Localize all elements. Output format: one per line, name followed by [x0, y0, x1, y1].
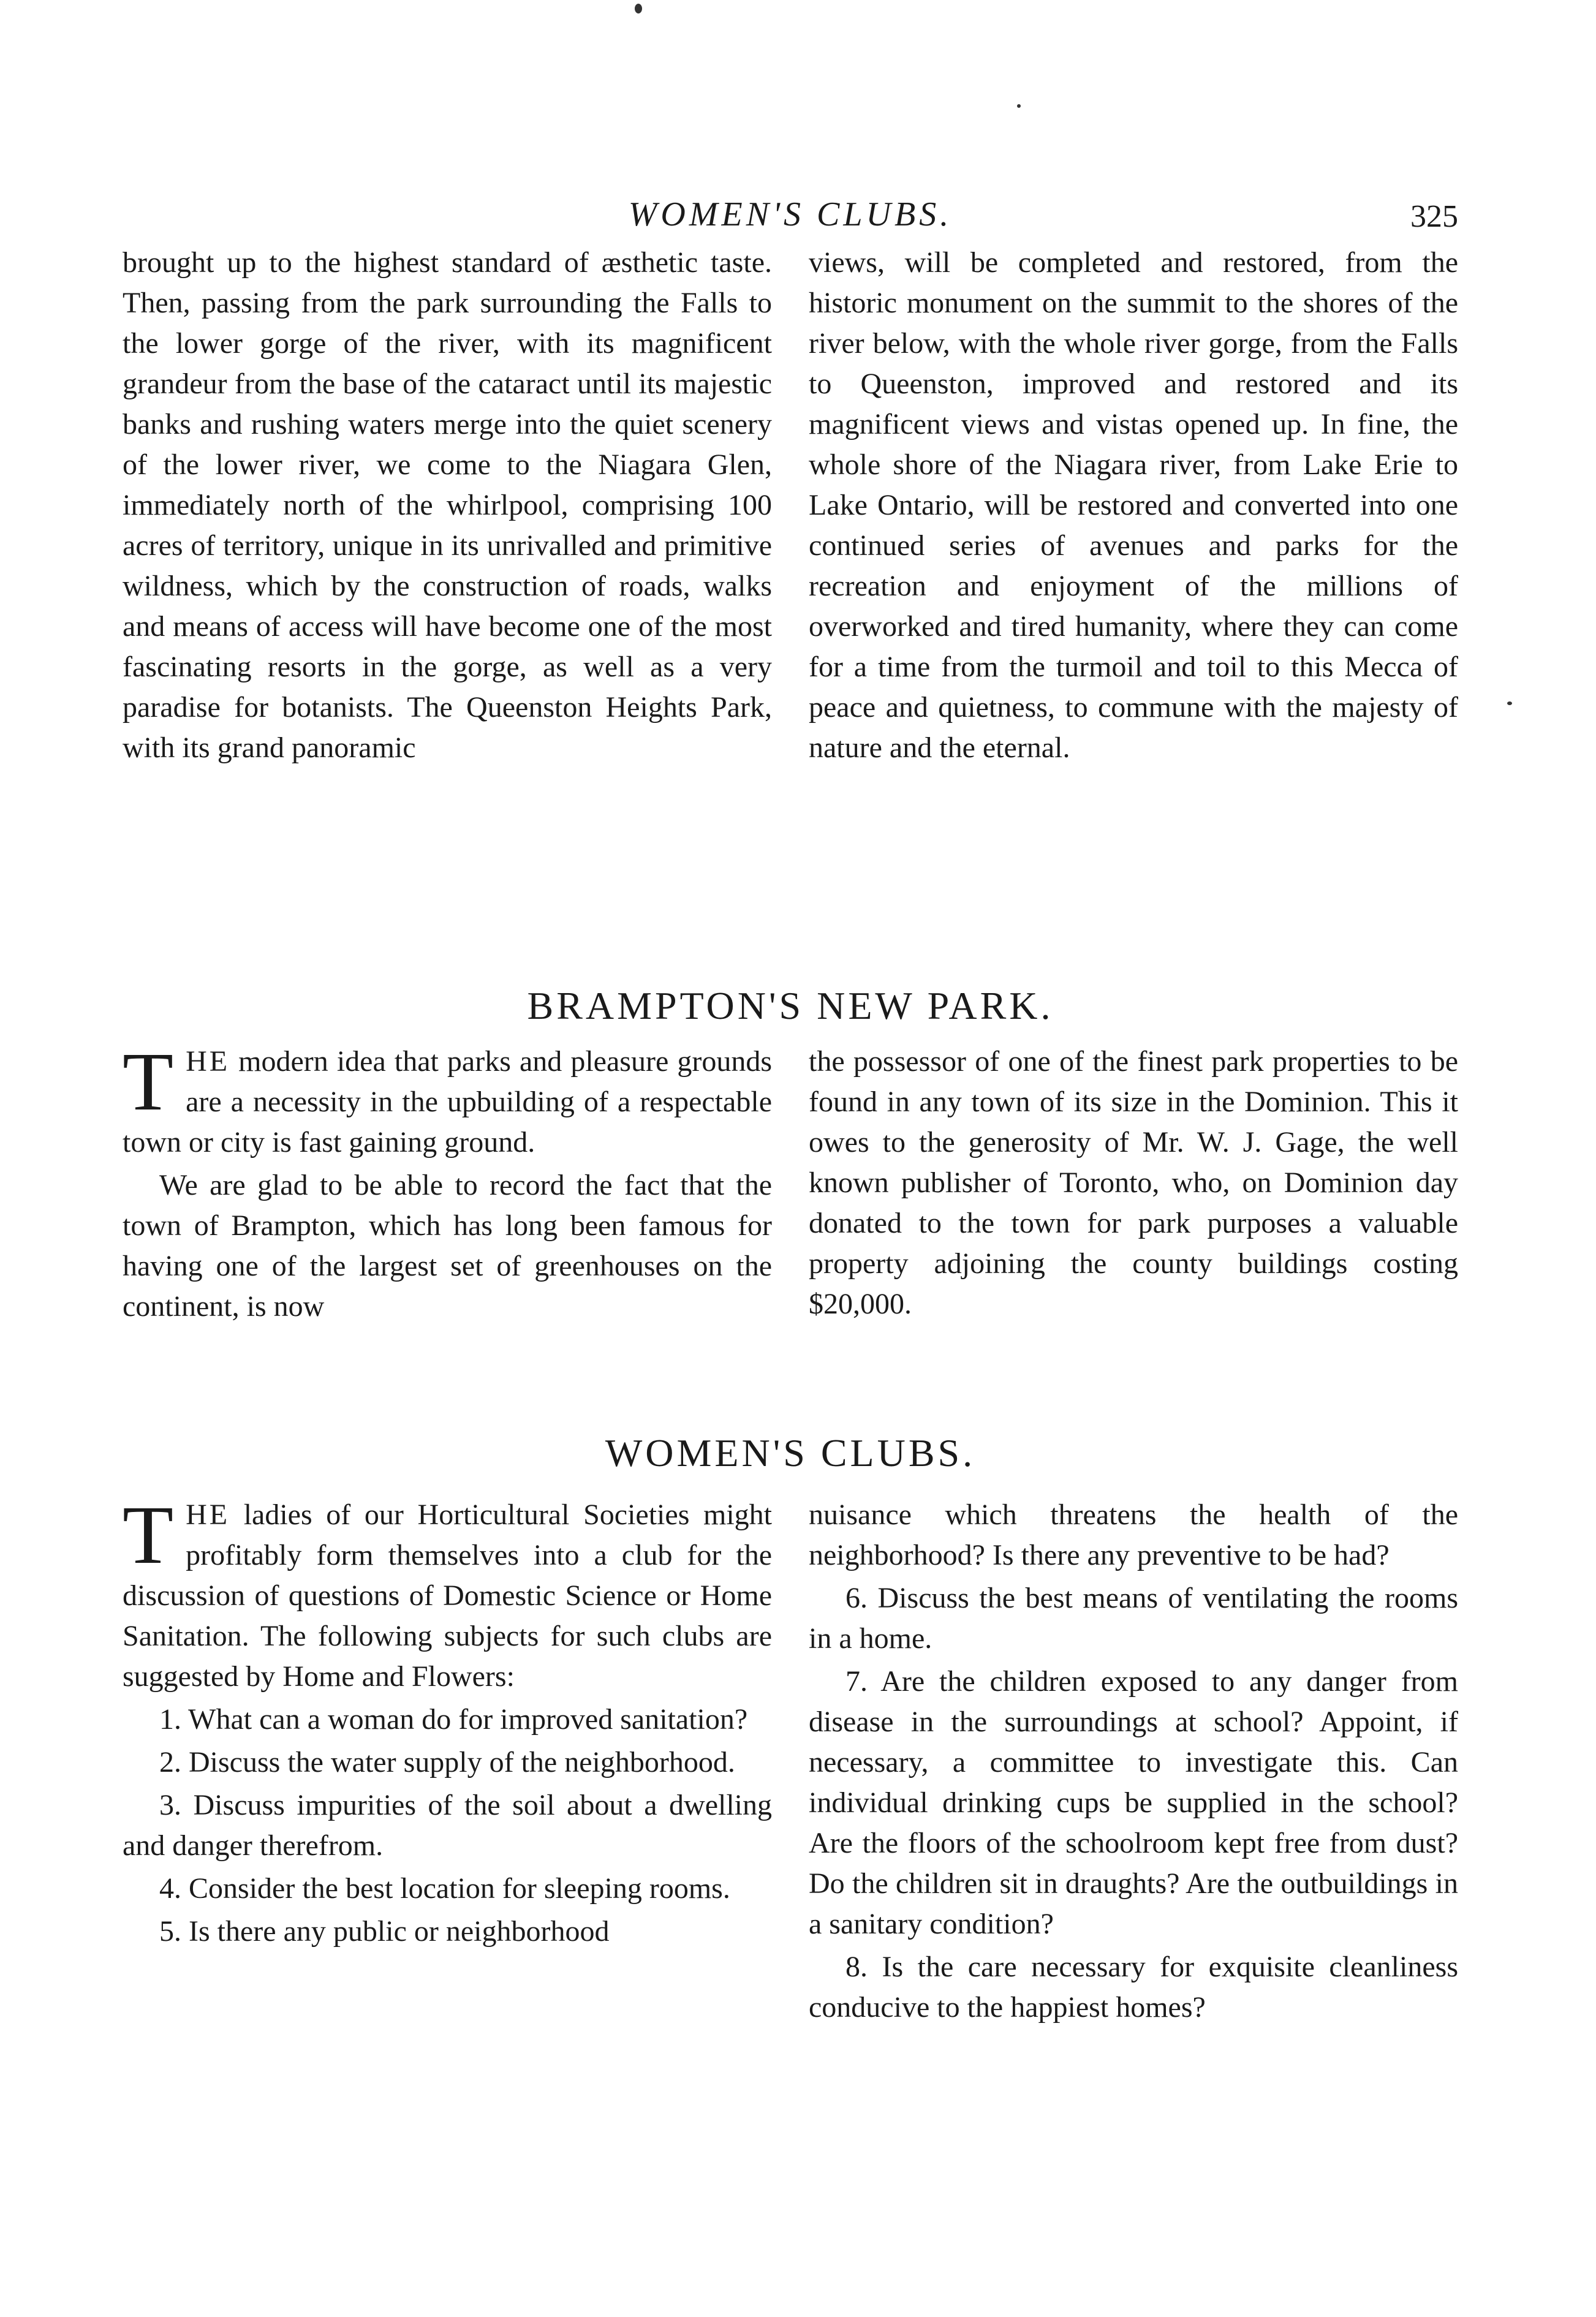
list-item: 8. Is the care necessary for exquisite cleanliness conducive to the happiest homes?: [809, 1951, 1458, 2024]
paragraph: views, will be completed and restored, from the historic monument on the summit to the shores of the river below, with the whole river gorge, from the Falls to Queenston, improved and restored and its magnificent views and vistas opened up. In fine, the whole shore of the Niagara river, from Lake Erie to Lake Ontario, will be restored and converted into one continued series of avenues and parks for the recreation and enjoyment of the millions of overworked and tired humanity, where they can come for a time from the turmoil and toil to this Mecca of peace and quietness, to commune with the majesty of nature and the eternal.: [809, 246, 1458, 764]
lead-word: HE: [186, 1045, 230, 1078]
paragraph-text: ladies of our Horticultural Societies might profitably form themselves into a club for the discussion of questions of Domestic Science or Home Sanitation. The following subjects for such clubs are suggested by Home and Flowers:: [123, 1499, 773, 1693]
section-title-womens-clubs: WOMEN'S CLUBS.: [605, 1431, 976, 1475]
page-number: 325: [1410, 199, 1458, 234]
brampton-right-column: [809, 1041, 1458, 1325]
paragraph: the possessor of one of the finest park properties to be found in any town of its size in the Dominion. This it owes to the generosity of Mr. W. J. Gage, the well known publisher of Toronto, who, on Dominion day donated to the town for park purposes a valuable property adjoining the county buildings costing $20,000.: [809, 1045, 1458, 1320]
running-head: WOMEN'S CLUBS.: [628, 195, 953, 233]
list-item: 5. Is there any public or neighborhood: [159, 1915, 610, 1948]
drop-cap: T: [123, 1489, 174, 1581]
continued-left-column: [123, 243, 772, 768]
ink-speck: [1507, 701, 1512, 705]
paragraph: [123, 1036, 772, 1163]
page-header: [123, 195, 1458, 244]
paragraph: We are glad to be able to record the fact that the town of Brampton, which has long been famous for having one of the largest set of greenhouses on the continent, is now: [123, 1169, 772, 1323]
list-item: 6. Discuss the best means of ventilating the rooms in a home.: [809, 1582, 1458, 1655]
list-item: 2. Discuss the water supply of the neighborhood.: [159, 1746, 735, 1778]
paragraph: [123, 1489, 773, 1697]
section-title-brampton: BRAMPTON'S NEW PARK.: [527, 984, 1054, 1027]
womens-clubs-right-column: [809, 1495, 1458, 2028]
drop-cap: T: [123, 1036, 174, 1128]
womens-clubs-left-column: [123, 1489, 773, 1952]
paragraph: brought up to the highest standard of æsthetic taste. Then, passing from the park surrounding the Falls to the lower gorge of the river, with its magnificent grandeur from the base of the cataract until its majestic banks and rushing waters merge into the quiet scenery of the lower river, we come to the Niagara Glen, immediately north of the whirlpool, comprising 100 acres of territory, unique in its unrivalled and primitive wildness, which by the construction of roads, walks and means of access will have become one of the most fascinating resorts in the gorge, as well as a very paradise for botanists. The Queenston Heights Park, with its grand panoramic: [123, 246, 772, 764]
brampton-left-column: [123, 1036, 772, 1327]
lead-word: HE: [186, 1499, 230, 1531]
paragraph: nuisance which threatens the health of the neighborhood? Is there any preventive to be had?: [809, 1499, 1458, 1571]
list-item: 4. Consider the best location for sleeping rooms.: [159, 1872, 730, 1905]
continued-right-column: [809, 243, 1458, 768]
list-item: 1. What can a woman do for improved sanitation?: [159, 1703, 748, 1736]
list-item: 3. Discuss impurities of the soil about a dwelling and danger therefrom.: [123, 1789, 772, 1862]
paragraph-text: modern idea that parks and pleasure grounds are a necessity in the upbuilding of a respectable town or city is fast gaining ground.: [123, 1045, 772, 1158]
list-item: 7. Are the children exposed to any danger from disease in the surroundings at school? Appoint, if necessary, a committee to investigate this. Can individual drinking cups be supplied in the school? Are the floors of the schoolroom kept free from dust? Do the children sit in draughts? Are the outbuildings in a sanitary condition?: [809, 1665, 1458, 1940]
ink-speck: [1017, 104, 1021, 108]
ink-speck: [635, 4, 642, 13]
